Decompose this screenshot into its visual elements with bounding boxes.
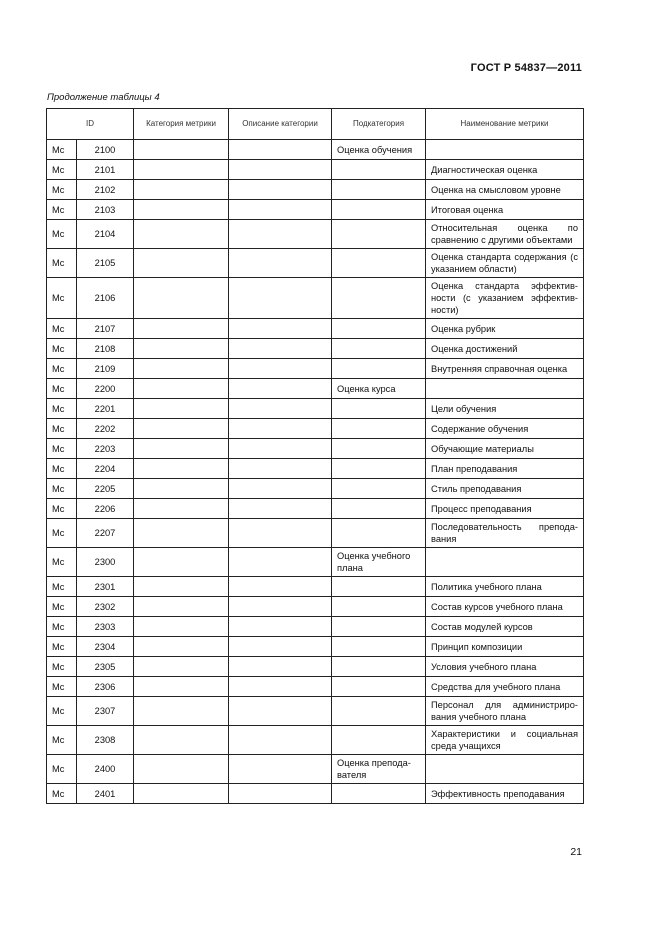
cell-prefix: Mc xyxy=(47,278,77,319)
cell-category xyxy=(134,419,229,439)
table-row xyxy=(47,459,584,479)
cell-id: 2304 xyxy=(77,637,134,657)
cell-id: 2400 xyxy=(77,755,134,784)
cell-category xyxy=(134,637,229,657)
cell-category xyxy=(134,249,229,278)
cell-subcategory xyxy=(332,637,426,657)
cell-id: 2100 xyxy=(77,140,134,160)
cell-description xyxy=(229,249,332,278)
cell-metric-name: Относительная оценка по сравнению с другими объектами xyxy=(426,220,584,249)
cell-id: 2104 xyxy=(77,220,134,249)
cell-subcategory xyxy=(332,784,426,804)
cell-subcategory xyxy=(332,499,426,519)
table-caption: Продолжение таблицы 4 xyxy=(47,92,160,103)
cell-prefix: Mc xyxy=(47,577,77,597)
cell-subcategory xyxy=(332,439,426,459)
table-row xyxy=(47,249,584,278)
cell-metric-name: Принцип композиции xyxy=(426,637,584,657)
cell-prefix: Mc xyxy=(47,479,77,499)
cell-category xyxy=(134,479,229,499)
cell-metric-name xyxy=(426,379,584,399)
table-row xyxy=(47,160,584,180)
cell-id: 2201 xyxy=(77,399,134,419)
cell-metric-name: Оценка достижений xyxy=(426,339,584,359)
column-header-id: ID xyxy=(47,109,134,140)
cell-metric-name: Состав модулей курсов xyxy=(426,617,584,637)
cell-subcategory xyxy=(332,677,426,697)
cell-subcategory xyxy=(332,399,426,419)
cell-metric-name xyxy=(426,755,584,784)
cell-metric-name: Средства для учебного плана xyxy=(426,677,584,697)
cell-metric-name: Оценка стандарта эффективности (с указанием эффективности) xyxy=(426,278,584,319)
table-row xyxy=(47,755,584,784)
cell-description xyxy=(229,637,332,657)
cell-category xyxy=(134,548,229,577)
table-row xyxy=(47,577,584,597)
cell-prefix: Mc xyxy=(47,319,77,339)
column-header-metric-name: Наименование метрики xyxy=(426,109,584,140)
cell-description xyxy=(229,140,332,160)
cell-prefix: Mc xyxy=(47,784,77,804)
cell-prefix: Mc xyxy=(47,597,77,617)
cell-category xyxy=(134,784,229,804)
cell-metric-name: Эффективность преподавания xyxy=(426,784,584,804)
cell-subcategory xyxy=(332,278,426,319)
cell-prefix: Mc xyxy=(47,419,77,439)
cell-category xyxy=(134,180,229,200)
cell-description xyxy=(229,419,332,439)
cell-description xyxy=(229,755,332,784)
cell-description xyxy=(229,439,332,459)
table-header-row xyxy=(47,109,584,140)
cell-category xyxy=(134,359,229,379)
table-row xyxy=(47,657,584,677)
cell-metric-name: Оценка на смысловом уровне xyxy=(426,180,584,200)
cell-prefix: Mc xyxy=(47,160,77,180)
table-row xyxy=(47,784,584,804)
cell-subcategory xyxy=(332,200,426,220)
cell-category xyxy=(134,399,229,419)
cell-description xyxy=(229,459,332,479)
cell-subcategory xyxy=(332,657,426,677)
cell-category xyxy=(134,319,229,339)
cell-id: 2103 xyxy=(77,200,134,220)
table-row xyxy=(47,339,584,359)
table-row xyxy=(47,617,584,637)
cell-category xyxy=(134,519,229,548)
cell-metric-name: Процесс преподавания xyxy=(426,499,584,519)
cell-subcategory xyxy=(332,180,426,200)
cell-prefix: Mc xyxy=(47,180,77,200)
cell-metric-name xyxy=(426,140,584,160)
table-row xyxy=(47,519,584,548)
cell-description xyxy=(229,519,332,548)
cell-prefix: Mc xyxy=(47,200,77,220)
cell-metric-name: Состав курсов учебного плана xyxy=(426,597,584,617)
cell-description xyxy=(229,180,332,200)
table-row xyxy=(47,726,584,755)
cell-subcategory xyxy=(332,319,426,339)
table-row xyxy=(47,200,584,220)
metrics-table xyxy=(46,108,584,804)
cell-metric-name: Внутренняя справочная оценка xyxy=(426,359,584,379)
table-row xyxy=(47,499,584,519)
table-row xyxy=(47,359,584,379)
cell-subcategory: Оценка преподавателя xyxy=(332,755,426,784)
cell-metric-name: Цели обучения xyxy=(426,399,584,419)
cell-id: 2301 xyxy=(77,577,134,597)
cell-description xyxy=(229,726,332,755)
cell-description xyxy=(229,399,332,419)
cell-subcategory xyxy=(332,359,426,379)
cell-id: 2107 xyxy=(77,319,134,339)
cell-id: 2303 xyxy=(77,617,134,637)
cell-category xyxy=(134,339,229,359)
cell-description xyxy=(229,784,332,804)
cell-prefix: Mc xyxy=(47,697,77,726)
cell-id: 2308 xyxy=(77,726,134,755)
cell-subcategory: Оценка курса xyxy=(332,379,426,399)
cell-description xyxy=(229,548,332,577)
cell-category xyxy=(134,617,229,637)
cell-description xyxy=(229,160,332,180)
cell-prefix: Mc xyxy=(47,439,77,459)
cell-description xyxy=(229,617,332,637)
cell-description xyxy=(229,577,332,597)
cell-category xyxy=(134,140,229,160)
table-row xyxy=(47,379,584,399)
cell-metric-name: Характеристики и социальная среда учащихся xyxy=(426,726,584,755)
cell-metric-name: Условия учебного плана xyxy=(426,657,584,677)
cell-id: 2207 xyxy=(77,519,134,548)
cell-id: 2200 xyxy=(77,379,134,399)
cell-prefix: Mc xyxy=(47,379,77,399)
cell-id: 2203 xyxy=(77,439,134,459)
cell-category xyxy=(134,379,229,399)
cell-description xyxy=(229,220,332,249)
cell-prefix: Mc xyxy=(47,249,77,278)
table-row xyxy=(47,479,584,499)
cell-metric-name: Оценка рубрик xyxy=(426,319,584,339)
cell-metric-name: Политика учебного плана xyxy=(426,577,584,597)
cell-description xyxy=(229,359,332,379)
cell-description xyxy=(229,200,332,220)
cell-metric-name: Персонал для администрирования учебного плана xyxy=(426,697,584,726)
column-header-subcategory: Подкатегория xyxy=(332,109,426,140)
cell-subcategory xyxy=(332,519,426,548)
cell-prefix: Mc xyxy=(47,140,77,160)
cell-subcategory: Оценка обучения xyxy=(332,140,426,160)
cell-category xyxy=(134,459,229,479)
table-row xyxy=(47,220,584,249)
cell-subcategory xyxy=(332,459,426,479)
cell-id: 2300 xyxy=(77,548,134,577)
cell-id: 2101 xyxy=(77,160,134,180)
cell-id: 2202 xyxy=(77,419,134,439)
cell-metric-name: Стиль преподавания xyxy=(426,479,584,499)
cell-id: 2109 xyxy=(77,359,134,379)
table-row xyxy=(47,278,584,319)
cell-prefix: Mc xyxy=(47,220,77,249)
cell-id: 2401 xyxy=(77,784,134,804)
cell-metric-name xyxy=(426,548,584,577)
cell-category xyxy=(134,657,229,677)
cell-description xyxy=(229,657,332,677)
column-header-description: Описание категории xyxy=(229,109,332,140)
table-row xyxy=(47,597,584,617)
cell-category xyxy=(134,439,229,459)
document-code: ГОСТ Р 54837—2011 xyxy=(470,62,582,74)
cell-description xyxy=(229,278,332,319)
page-number: 21 xyxy=(570,846,582,858)
cell-subcategory xyxy=(332,697,426,726)
cell-prefix: Mc xyxy=(47,617,77,637)
table-row xyxy=(47,419,584,439)
cell-description xyxy=(229,479,332,499)
cell-subcategory xyxy=(332,479,426,499)
table-row xyxy=(47,548,584,577)
cell-subcategory: Оценка учебного плана xyxy=(332,548,426,577)
cell-prefix: Mc xyxy=(47,459,77,479)
cell-subcategory xyxy=(332,617,426,637)
cell-prefix: Mc xyxy=(47,339,77,359)
cell-description xyxy=(229,697,332,726)
table-row xyxy=(47,439,584,459)
column-header-category: Категория метрики xyxy=(134,109,229,140)
table-row xyxy=(47,140,584,160)
cell-prefix: Mc xyxy=(47,726,77,755)
cell-description xyxy=(229,597,332,617)
cell-category xyxy=(134,220,229,249)
cell-metric-name: Содержание обучения xyxy=(426,419,584,439)
cell-metric-name: Обучающие материалы xyxy=(426,439,584,459)
cell-description xyxy=(229,379,332,399)
cell-category xyxy=(134,160,229,180)
cell-metric-name: Диагностическая оценка xyxy=(426,160,584,180)
cell-id: 2206 xyxy=(77,499,134,519)
cell-id: 2307 xyxy=(77,697,134,726)
cell-prefix: Mc xyxy=(47,519,77,548)
cell-description xyxy=(229,677,332,697)
table-row xyxy=(47,677,584,697)
cell-prefix: Mc xyxy=(47,359,77,379)
table-row xyxy=(47,697,584,726)
cell-category xyxy=(134,755,229,784)
cell-category xyxy=(134,697,229,726)
cell-metric-name: Последовательность преподавания xyxy=(426,519,584,548)
cell-category xyxy=(134,200,229,220)
cell-subcategory xyxy=(332,726,426,755)
cell-subcategory xyxy=(332,160,426,180)
cell-description xyxy=(229,339,332,359)
cell-subcategory xyxy=(332,249,426,278)
table-body xyxy=(47,140,584,804)
cell-metric-name: Итоговая оценка xyxy=(426,200,584,220)
cell-prefix: Mc xyxy=(47,399,77,419)
cell-subcategory xyxy=(332,220,426,249)
cell-id: 2306 xyxy=(77,677,134,697)
cell-id: 2204 xyxy=(77,459,134,479)
cell-prefix: Mc xyxy=(47,637,77,657)
cell-category xyxy=(134,597,229,617)
cell-prefix: Mc xyxy=(47,499,77,519)
cell-subcategory xyxy=(332,597,426,617)
cell-id: 2106 xyxy=(77,278,134,319)
cell-description xyxy=(229,319,332,339)
cell-prefix: Mc xyxy=(47,657,77,677)
cell-category xyxy=(134,577,229,597)
cell-prefix: Mc xyxy=(47,677,77,697)
table-row xyxy=(47,399,584,419)
cell-id: 2305 xyxy=(77,657,134,677)
table-row xyxy=(47,637,584,657)
cell-id: 2302 xyxy=(77,597,134,617)
cell-category xyxy=(134,499,229,519)
cell-prefix: Mc xyxy=(47,548,77,577)
cell-id: 2105 xyxy=(77,249,134,278)
cell-id: 2102 xyxy=(77,180,134,200)
cell-subcategory xyxy=(332,419,426,439)
table-row xyxy=(47,319,584,339)
cell-description xyxy=(229,499,332,519)
cell-category xyxy=(134,726,229,755)
cell-subcategory xyxy=(332,577,426,597)
cell-category xyxy=(134,278,229,319)
cell-id: 2205 xyxy=(77,479,134,499)
table-row xyxy=(47,180,584,200)
cell-id: 2108 xyxy=(77,339,134,359)
cell-subcategory xyxy=(332,339,426,359)
cell-prefix: Mc xyxy=(47,755,77,784)
cell-category xyxy=(134,677,229,697)
cell-metric-name: Оценка стандарта содержания (с указанием области) xyxy=(426,249,584,278)
cell-metric-name: План преподавания xyxy=(426,459,584,479)
